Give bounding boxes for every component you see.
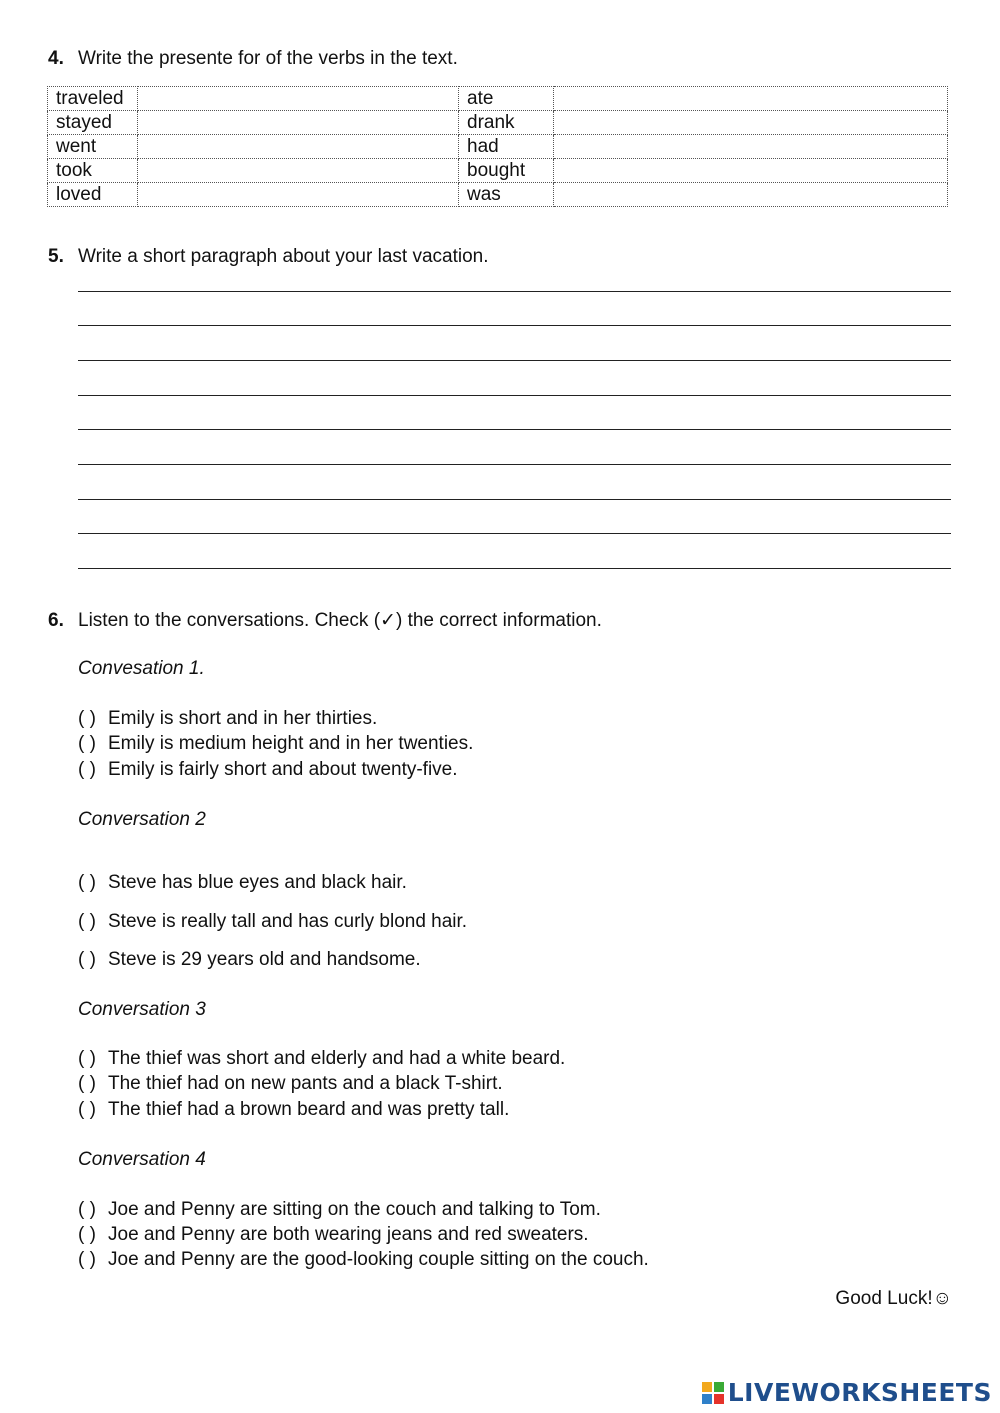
option-text: The thief had a brown beard and was pretty tall. — [108, 1099, 510, 1120]
answer-cell[interactable] — [138, 111, 459, 135]
option-item[interactable] — [78, 872, 407, 894]
answer-cell[interactable] — [138, 159, 459, 183]
option-text: Steve has blue eyes and black hair. — [108, 872, 407, 893]
conversation-3-title: Conversation 3 — [78, 999, 206, 1020]
checkbox-paren[interactable]: ( ) — [78, 733, 96, 754]
writing-line[interactable] — [78, 533, 951, 534]
checkbox-paren[interactable]: ( ) — [78, 911, 96, 932]
option-text: Steve is 29 years old and handsome. — [108, 949, 421, 970]
option-text: Joe and Penny are sitting on the couch and talking to Tom. — [108, 1199, 601, 1220]
option-item[interactable] — [78, 1048, 565, 1070]
table-row — [48, 159, 948, 183]
verb-past-right: had — [459, 135, 554, 159]
checkbox-paren[interactable]: ( ) — [78, 708, 96, 729]
writing-line[interactable] — [78, 325, 951, 326]
q5-heading — [48, 246, 489, 268]
verb-past-right: bought — [459, 159, 554, 183]
writing-line[interactable] — [78, 395, 951, 396]
checkbox-paren[interactable]: ( ) — [78, 1073, 96, 1094]
q5-instruction: Write a short paragraph about your last vacation. — [78, 246, 489, 267]
checkbox-paren[interactable]: ( ) — [78, 1224, 96, 1245]
writing-line[interactable] — [78, 360, 951, 361]
conversation-2-title: Conversation 2 — [78, 809, 206, 830]
q6-instruction: Listen to the conversations. Check (✓) the correct information. — [78, 610, 602, 631]
option-item[interactable] — [78, 1099, 509, 1121]
answer-cell[interactable] — [554, 87, 948, 111]
option-text: The thief was short and elderly and had a white beard. — [108, 1048, 566, 1069]
logo-squares-icon — [702, 1382, 724, 1404]
checkbox-paren[interactable]: ( ) — [78, 872, 96, 893]
checkbox-paren[interactable]: ( ) — [78, 1099, 96, 1120]
logo-square — [714, 1382, 724, 1392]
option-item[interactable] — [78, 708, 377, 730]
option-item[interactable] — [78, 1199, 601, 1221]
conversation-4-title: Conversation 4 — [78, 1149, 206, 1170]
option-text: Joe and Penny are the good-looking couple sitting on the couch. — [108, 1249, 649, 1270]
checkbox-paren[interactable]: ( ) — [78, 1199, 96, 1220]
logo-square — [702, 1382, 712, 1392]
writing-line[interactable] — [78, 291, 951, 292]
answer-cell[interactable] — [554, 159, 948, 183]
table-row — [48, 135, 948, 159]
verb-past-left: traveled — [48, 87, 138, 111]
logo-text: LIVEWORKSHEETS — [727, 1378, 992, 1407]
good-luck-text: Good Luck!☺ — [835, 1288, 952, 1309]
table-row — [48, 183, 948, 207]
verb-past-left: stayed — [48, 111, 138, 135]
checkbox-paren[interactable]: ( ) — [78, 759, 96, 780]
answer-cell[interactable] — [138, 135, 459, 159]
answer-cell[interactable] — [138, 87, 459, 111]
table-row — [48, 111, 948, 135]
verb-past-left: loved — [48, 183, 138, 207]
option-item[interactable] — [78, 733, 473, 755]
liveworksheets-logo — [702, 1378, 992, 1407]
verb-past-right: ate — [459, 87, 554, 111]
option-text: Steve is really tall and has curly blond hair. — [108, 911, 468, 932]
q4-number: 4. — [48, 48, 64, 69]
checkbox-paren[interactable]: ( ) — [78, 1249, 96, 1270]
q4-instruction: Write the presente for of the verbs in the text. — [78, 48, 458, 69]
option-item[interactable] — [78, 1224, 589, 1246]
answer-cell[interactable] — [138, 183, 459, 207]
writing-line[interactable] — [78, 568, 951, 569]
q5-number: 5. — [48, 246, 64, 267]
logo-square — [714, 1394, 724, 1404]
option-text: The thief had on new pants and a black T-shirt. — [108, 1073, 503, 1094]
verb-past-right: was — [459, 183, 554, 207]
answer-cell[interactable] — [554, 111, 948, 135]
option-text: Emily is short and in her thirties. — [108, 708, 378, 729]
option-item[interactable] — [78, 759, 458, 781]
answer-cell[interactable] — [554, 183, 948, 207]
option-text: Emily is fairly short and about twenty-five. — [108, 759, 458, 780]
checkbox-paren[interactable]: ( ) — [78, 1048, 96, 1069]
verb-table — [47, 86, 948, 207]
writing-line[interactable] — [78, 499, 951, 500]
option-item[interactable] — [78, 1249, 649, 1271]
verb-past-left: went — [48, 135, 138, 159]
writing-line[interactable] — [78, 429, 951, 430]
q6-number: 6. — [48, 610, 64, 631]
option-item[interactable] — [78, 949, 421, 971]
writing-line[interactable] — [78, 464, 951, 465]
verb-past-right: drank — [459, 111, 554, 135]
verb-past-left: took — [48, 159, 138, 183]
option-text: Joe and Penny are both wearing jeans and red sweaters. — [108, 1224, 589, 1245]
checkbox-paren[interactable]: ( ) — [78, 949, 96, 970]
option-text: Emily is medium height and in her twenties. — [108, 733, 474, 754]
answer-cell[interactable] — [554, 135, 948, 159]
option-item[interactable] — [78, 1073, 503, 1095]
logo-square — [702, 1394, 712, 1404]
option-item[interactable] — [78, 911, 467, 933]
conversation-1-title: Convesation 1. — [78, 658, 205, 679]
q6-heading — [48, 609, 602, 632]
table-row — [48, 87, 948, 111]
q4-heading — [48, 48, 458, 70]
